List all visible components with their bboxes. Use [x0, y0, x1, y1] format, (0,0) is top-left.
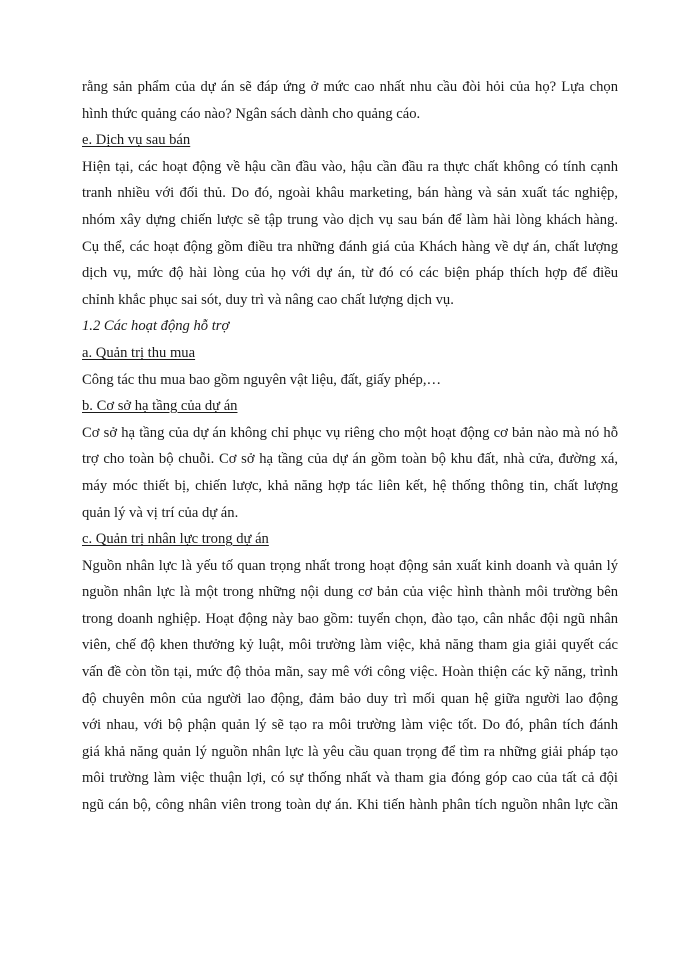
body-line: Cụ thể, các hoạt động gồm điều tra những đánh giá của Khách hàng về dự án, chất lượng [82, 238, 618, 255]
body-line: dịch vụ, mức độ hài lòng của họ với dự án, từ đó có các biện pháp thích hợp để điều [82, 265, 618, 282]
body-line: Nguồn nhân lực là yếu tố quan trọng nhất trong hoạt động sản xuất kinh doanh và quản lý [82, 557, 618, 574]
body-line: rằng sản phẩm của dự án sẽ đáp ứng ở mức cao nhất nhu cầu đòi hỏi của họ? Lựa chọn [82, 79, 618, 95]
document-page [82, 74, 618, 819]
section-heading-hr-management: c. Quản trị nhân lực trong dự án [82, 531, 269, 548]
body-line: quản lý và vị trí của dự án. [82, 504, 239, 521]
body-line: viên, chế độ khen thưởng kỷ luật, môi trường làm việc, khả năng tham gia giải quyết các [82, 637, 618, 654]
body-line: nguồn nhân lực là một trong những nội dung cơ bản của việc hình thành môi trường bên [82, 584, 618, 601]
section-heading-support-activities: 1.2 Các hoạt động hỗ trợ [82, 318, 230, 335]
body-line: trong doanh nghiệp. Hoạt động này bao gồm: tuyển chọn, đào tạo, cân nhắc đội ngũ nhân [82, 610, 618, 627]
body-line: giá khả năng quản lý nguồn nhân lực là yêu cầu quan trọng để tìm ra những giải pháp tạo [82, 743, 618, 760]
body-line: Cơ sở hạ tầng của dự án không chỉ phục vụ riêng cho một hoạt động cơ bản nào mà nó hỗ [82, 424, 618, 441]
body-line: vấn đề còn tồn tại, mức độ thỏa mãn, say mê với công việc. Hoàn thiện các kỹ năng, trình [82, 664, 618, 681]
body-line: Hiện tại, các hoạt động về hậu cần đầu vào, hậu cần đầu ra thực chất không có tính cạnh [82, 158, 618, 175]
body-line: với nhau, với bộ phận quản lý sẽ tạo ra môi trường làm việc tốt. Do đó, phân tích đánh [82, 717, 618, 734]
body-line: Công tác thu mua bao gồm nguyên vật liệu, đất, giấy phép,… [82, 371, 442, 388]
body-line: độ chuyên môn của người lao động, đảm bảo duy trì mối quan hệ giữa người lao động [82, 690, 618, 707]
section-heading-after-sales: e. Dịch vụ sau bán [82, 132, 191, 149]
body-line: hình thức quảng cáo nào? Ngân sách dành cho quảng cáo. [82, 105, 421, 122]
body-line: ngũ cán bộ, công nhân viên trong toàn dự án. Khi tiến hành phân tích nguồn nhân lực cần [82, 797, 618, 814]
section-heading-infrastructure: b. Cơ sở hạ tầng của dự án [82, 398, 238, 415]
body-line: nhóm xây dựng chiến lược sẽ tập trung vào dịch vụ sau bán để làm hài lòng khách hàng. [82, 211, 618, 228]
body-line: trợ cho toàn bộ chuỗi. Cơ sở hạ tầng của dự án gồm toàn bộ khu đất, nhà cửa, đường xá, [82, 451, 618, 468]
body-line: chỉnh khắc phục sai sót, duy trì và nâng cao chất lượng dịch vụ. [82, 291, 454, 308]
body-line: máy móc thiết bị, chiến lược, khả năng hợp tác liên kết, hệ thống thông tin, chất lượng [82, 477, 618, 494]
body-line: tranh nhiều với đối thủ. Do đó, ngoài khâu marketing, bán hàng và sản xuất tác nghiệp, [82, 185, 618, 202]
body-line: môi trường làm việc thuận lợi, có sự thống nhất và tham gia đóng góp cao của tất cả đội [82, 770, 618, 787]
section-heading-procurement: a. Quản trị thu mua [82, 344, 196, 361]
